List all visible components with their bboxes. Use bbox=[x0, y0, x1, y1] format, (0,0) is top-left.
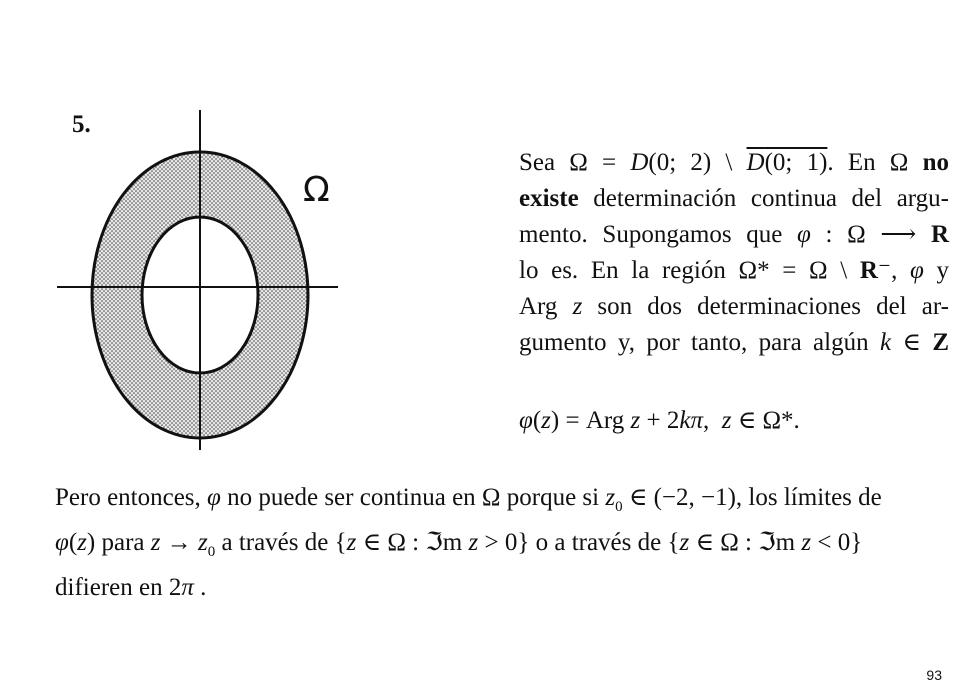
p1-line-1: Sea Ω = D(0; 2) \ D(0; 1). En Ω no bbox=[519, 149, 949, 176]
p2-line-1: Pero entonces, φ no puede ser continua en Ω porque si $z_0$ ∈ (−2, −1), los límites de bbox=[55, 484, 882, 515]
p1-line-2: existe determinación continua del argu- bbox=[519, 185, 949, 212]
omega-label: Ω bbox=[303, 170, 330, 210]
paragraph-1 bbox=[519, 145, 949, 361]
annulus-figure bbox=[55, 110, 355, 455]
equation: φ(z) = Arg z + 2kπ, z ∈ Ω*. bbox=[519, 407, 800, 434]
p1-line-6: gumento y, por tanto, para algún k ∈ Z bbox=[519, 329, 949, 356]
p1-line-4: lo es. En la región Ω* = Ω \ R⁻, φ y bbox=[519, 257, 950, 284]
page-number: 93 bbox=[926, 667, 942, 683]
paragraph-2 bbox=[55, 480, 945, 606]
p1-line-5: Arg z son dos determinaciones del ar- bbox=[519, 293, 949, 320]
p1-line-3: mento. Supongamos que φ : Ω ⟶ R bbox=[519, 221, 949, 248]
p2-line-3: difieren en 2π . bbox=[55, 574, 207, 601]
problem-number: 5. bbox=[72, 111, 91, 138]
p2-line-2: φ(z) para $z \to z_0$ a través de {z ∈ Ω : ℑm z > 0} o a través de {z ∈ Ω : ℑm z < 0} bbox=[55, 529, 863, 560]
